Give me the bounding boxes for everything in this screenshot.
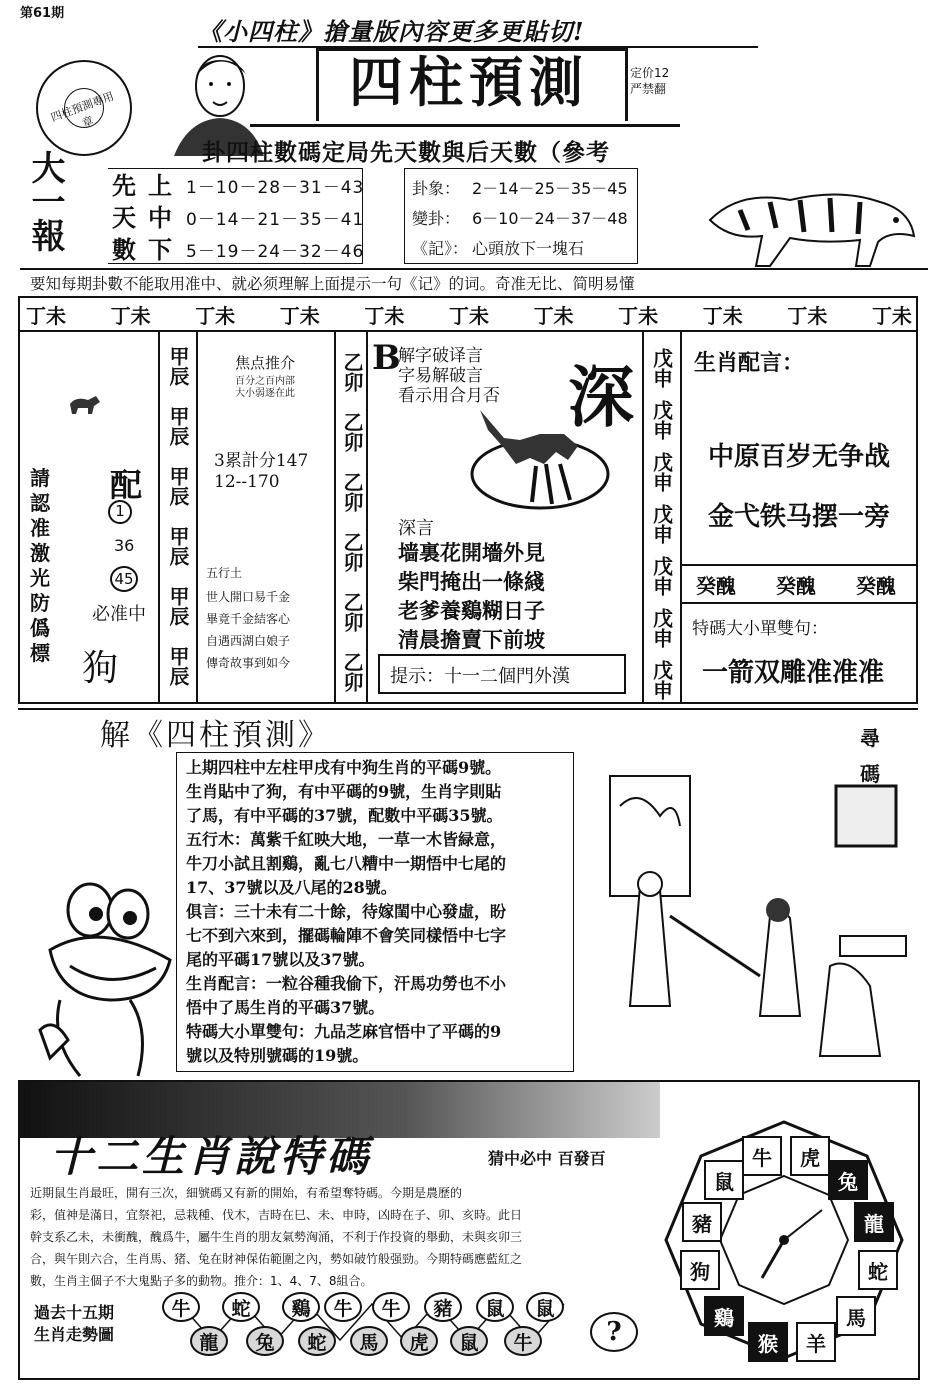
explain-line: 了馬，有中平碼的37號，配數中平碼35號。 xyxy=(186,806,503,825)
riddle-line: 解字破译言 xyxy=(398,346,483,366)
trend-top-cell: 牛 xyxy=(372,1292,410,1322)
circled-number: 45 xyxy=(114,570,134,588)
row-value: 6－10－24－37－48 xyxy=(472,209,628,228)
trend-bottom-cell: 蛇 xyxy=(298,1326,336,1356)
wheel-cell: 蛇 xyxy=(858,1250,898,1290)
prenatal-keys xyxy=(148,170,172,266)
zodiac-match-title: 生肖配言： xyxy=(694,350,805,376)
wheel-cell: 馬 xyxy=(836,1296,876,1336)
price-label: 定价12 xyxy=(630,66,670,80)
trend-bottom-cell: 兔 xyxy=(246,1326,284,1356)
trend-top-cell: 豬 xyxy=(424,1292,462,1322)
dingwei-cell: 丁未 xyxy=(195,304,236,328)
circled-number: 1 xyxy=(115,502,125,520)
explain-line: 特碼大小單雙句：九品芝麻官悟中了平碼的9 xyxy=(186,1022,502,1041)
wheel-cell: 鷄 xyxy=(704,1296,744,1336)
wheel-cell: 猴 xyxy=(748,1322,788,1362)
explain-line: 七不到六來到，擺碼輪陣不會笑同樣悟中七字 xyxy=(186,926,507,945)
wushen-cell: 戊申 xyxy=(649,348,674,388)
divider xyxy=(334,332,336,704)
trend-top-cell: 蛇 xyxy=(222,1292,260,1322)
row-key: 上 xyxy=(148,171,172,200)
explain-line: 尾的平碼17號以及37號。 xyxy=(186,950,375,969)
zodiac-line: 數，生肖主個子不大鬼點子多的動物。推介：1、4、7、8組合。 xyxy=(30,1274,373,1288)
b-mark: B xyxy=(372,338,401,378)
guichou-cell: 癸醜 xyxy=(856,574,896,598)
guichou-cell: 癸醜 xyxy=(776,574,816,598)
explain-line: 五行木：萬紫千紅映大地，一草一木皆緑意， xyxy=(186,830,507,849)
label-char: 數 xyxy=(112,235,136,264)
guichou-row xyxy=(696,570,896,599)
jiachen-cell: 甲辰 xyxy=(166,466,190,506)
notice-line: 要知每期卦數不能取用准中、就必须理解上面提示一句《记》的词。奇准无比、简明易懂 xyxy=(30,275,635,293)
row-key: 下 xyxy=(148,235,172,264)
jiachen-cell: 甲辰 xyxy=(166,346,190,386)
poem-line: 自遇西湖白娘子 xyxy=(206,634,291,648)
number-36: 36 xyxy=(114,536,135,555)
wushen-cell: 戊申 xyxy=(649,556,674,596)
tiger-illustration xyxy=(700,180,920,270)
special-title: 特碼大小單雙句： xyxy=(692,619,828,639)
trend-bottom-cell: 鼠 xyxy=(450,1326,488,1356)
header-rule xyxy=(20,268,928,270)
trend-top-cell: 鼠 xyxy=(526,1292,564,1322)
wheel-cell: 豬 xyxy=(682,1202,722,1242)
banner xyxy=(198,12,758,48)
dingwei-cell: 丁未 xyxy=(26,304,66,328)
yimao-cell: 乙卯 xyxy=(340,532,364,572)
row-key: 中 xyxy=(148,203,172,232)
row-key: 《記》： xyxy=(412,239,469,258)
poem-line: 世人開口易千金 xyxy=(206,590,291,604)
yimao-column xyxy=(338,342,366,702)
copy-notice: 严禁翻 xyxy=(630,82,667,96)
gua-values xyxy=(472,174,628,264)
explain-line: 上期四柱中左柱甲戌有中狗生肖的平碼9號。 xyxy=(186,758,502,777)
trend-label1: 過去十五期 xyxy=(34,1303,115,1322)
wheel-cell: 虎 xyxy=(790,1136,830,1176)
dingwei-cell: 丁未 xyxy=(364,304,405,328)
big-char: 深 xyxy=(568,358,634,436)
dingwei-rule xyxy=(18,330,918,332)
focus-line2: 12--170 xyxy=(214,472,280,492)
deer-illustration xyxy=(460,404,610,514)
explain-line: 生肖貼中了狗，有中平碼的9號，生肖字則貼 xyxy=(186,782,502,801)
label-char: 天 xyxy=(112,203,136,232)
wushen-cell: 戊申 xyxy=(649,660,674,700)
search-code-label: 尋碼 xyxy=(860,726,880,786)
jiachen-column xyxy=(162,336,194,696)
dingwei-row xyxy=(26,300,912,329)
row-value: 0－14－21－35－41 xyxy=(186,210,365,230)
focus-sub1: 百分之百内部 xyxy=(235,376,295,387)
wheel-cell: 羊 xyxy=(796,1322,836,1362)
wheel-cell: 狗 xyxy=(680,1250,720,1290)
explain-title: 解《四柱預測》 xyxy=(100,718,331,753)
divider xyxy=(642,332,644,704)
animal-label: 狗 xyxy=(82,648,119,689)
wheel-cell: 牛 xyxy=(742,1136,782,1176)
divider xyxy=(158,332,160,704)
match-line1: 中原百岁无争战 xyxy=(708,442,891,472)
dog-small-icon xyxy=(66,390,106,416)
wheel-cell: 兔 xyxy=(828,1160,868,1200)
divider xyxy=(680,332,682,704)
poem-line: 墙裏花開墻外見 xyxy=(398,540,545,565)
poem-line: 畢竟千金結客心 xyxy=(206,612,291,626)
riddle-line: 字易解破言 xyxy=(398,366,483,386)
yimao-cell: 乙卯 xyxy=(340,652,364,692)
poem-line: 柴門掩出一條綫 xyxy=(398,569,545,594)
yimao-cell: 乙卯 xyxy=(340,472,364,512)
match-line2: 金弋铁马摆一旁 xyxy=(708,502,891,532)
poem-line: 傳奇故事到如今 xyxy=(206,656,291,670)
dingwei-cell: 丁未 xyxy=(702,304,743,328)
label-char: 先 xyxy=(112,171,136,200)
explain-line: 俱言：三十未有二十餘，待嫁閨中心發虛，盼 xyxy=(186,902,507,921)
side-vertical-label: 大一報 xyxy=(25,150,65,252)
dingwei-cell: 丁未 xyxy=(618,304,659,328)
center-riddle xyxy=(398,346,500,406)
explain-paragraphs xyxy=(186,756,576,1068)
page-title: 四柱預測 xyxy=(349,50,589,114)
wushen-cell: 戊申 xyxy=(649,504,674,544)
row-value: 1－10－28－31－43 xyxy=(186,178,365,198)
jiachen-cell: 甲辰 xyxy=(166,526,190,566)
title-underline xyxy=(250,124,680,127)
dingwei-cell: 丁未 xyxy=(533,304,574,328)
zodiac-body xyxy=(30,1182,660,1292)
wushen-cell: 戊申 xyxy=(649,400,674,440)
special-text: 一箭双雕准准准 xyxy=(702,658,885,688)
trend-top-cell: 鼠 xyxy=(476,1292,514,1322)
jiachen-cell: 甲辰 xyxy=(166,646,190,686)
yimao-cell: 乙卯 xyxy=(340,412,364,452)
wushen-column xyxy=(646,342,678,706)
explain-line: 悟中了馬生肖的平碼37號。 xyxy=(186,998,385,1017)
divider xyxy=(196,332,198,704)
divider xyxy=(682,564,918,566)
jiachen-cell: 甲辰 xyxy=(166,586,190,626)
dingwei-cell: 丁未 xyxy=(787,304,828,328)
trend-label2: 生肖走勢圖 xyxy=(34,1325,115,1344)
dingwei-cell: 丁未 xyxy=(871,304,912,328)
zodiac-line: 合，與午則六合，生肖馬、猪、兔在財神保佑範圍之內，勢如破竹般强勁。今期特碼應藍紅之 xyxy=(30,1252,523,1266)
trend-bottom-cell: 牛 xyxy=(504,1326,542,1356)
pei-label: 配 xyxy=(110,466,143,504)
row-value: 2－14－25－35－45 xyxy=(472,179,628,198)
yimao-cell: 乙卯 xyxy=(340,352,364,392)
trend-bottom-cell: 虎 xyxy=(400,1326,438,1356)
focus-title: 焦点推介 xyxy=(234,354,295,372)
wuxing-title: 五行土 xyxy=(206,566,243,580)
laser-notice: 請認准激光防僞標 xyxy=(30,466,50,665)
wheel-cell: 龍 xyxy=(854,1202,894,1242)
riddle-line: 看示用合月否 xyxy=(398,386,500,406)
guichou-cell: 癸醜 xyxy=(696,574,736,598)
wushen-cell: 戊申 xyxy=(649,452,674,492)
hint-text: 提示：十一二個門外漢 xyxy=(390,666,570,687)
subtitle: 卦四柱數碼定局先天數與后天數（參考 xyxy=(202,139,610,166)
prenatal-labels xyxy=(112,170,136,266)
zodiac-slogan: 猜中必中 百發百 xyxy=(488,1149,606,1168)
row-key: 卦象： xyxy=(412,179,461,198)
explain-line: 生肖配言：一粒谷種我偷下，汗馬功勞也不小 xyxy=(186,974,507,993)
dingwei-cell: 丁未 xyxy=(279,304,320,328)
prenatal-values xyxy=(186,172,364,268)
dingwei-cell: 丁未 xyxy=(448,304,489,328)
question-mark: ? xyxy=(590,1312,638,1352)
dingwei-cell: 丁未 xyxy=(110,304,151,328)
must-hit-label: 必准中 xyxy=(92,604,146,625)
trend-top-cell: 牛 xyxy=(162,1292,200,1322)
banner-text: 《小四柱》搶量版內容更多更貼切! xyxy=(198,17,585,46)
row-value: 心頭放下一塊石 xyxy=(472,239,585,258)
focus-sub2: 大小弱逐在此 xyxy=(235,388,295,399)
wushen-cell: 戊申 xyxy=(649,608,674,648)
explain-line: 號以及特別號碼的19號。 xyxy=(186,1046,369,1065)
trend-bottom-cell: 馬 xyxy=(350,1326,388,1356)
poem-line: 清晨擔賣下前坡 xyxy=(398,627,545,652)
jiachen-cell: 甲辰 xyxy=(166,406,190,446)
stamp-text: 四柱預測專用章 xyxy=(49,89,116,130)
issue-number: 第61期 xyxy=(20,6,65,21)
divider xyxy=(682,602,918,604)
center-poem xyxy=(398,538,545,654)
zodiac-line: 近期鼠生肖最旺，開有三次，細號碼又有新的開始，有希望奪特碼。今期是農歷的 xyxy=(30,1186,463,1200)
row-key: 變卦： xyxy=(412,209,461,228)
wheel-cell: 鼠 xyxy=(704,1160,744,1200)
focus-line1: 3累計分147 xyxy=(214,451,309,471)
cartoon-frog-illustration xyxy=(20,880,176,1080)
scene-illustration xyxy=(580,766,910,1072)
focus-poem xyxy=(206,586,290,674)
yimao-cell: 乙卯 xyxy=(340,592,364,632)
zodiac-line: 幹支系乙未，未衝醜，醜爲牛，屬牛生肖的朋友氣勢洶涌，不利于作投資的舉動，未與亥卯三 xyxy=(30,1230,523,1244)
trend-bottom-cell: 龍 xyxy=(190,1326,228,1356)
deep-title: 深言 xyxy=(398,518,434,539)
row-value: 5－19－24－32－46 xyxy=(186,242,365,262)
zodiac-title: 十二生肖說特碼 xyxy=(50,1132,373,1181)
gua-keys xyxy=(412,174,468,264)
explain-line: 牛刀小試且割鷄，亂七八糟中一期悟中七尾的 xyxy=(186,854,507,873)
poem-line: 老爹養鷄糊日子 xyxy=(398,598,545,623)
explain-line: 17、37號以及八尾的28號。 xyxy=(186,878,397,897)
trend-top-cell: 牛 xyxy=(324,1292,362,1322)
trend-top-cell: 鷄 xyxy=(282,1292,320,1322)
zodiac-line: 彩，值神是滿日，宜祭祀，忌栽種、伐木，吉時在巳、未、申時，凶時在子、卯、亥時。此日 xyxy=(30,1208,523,1222)
